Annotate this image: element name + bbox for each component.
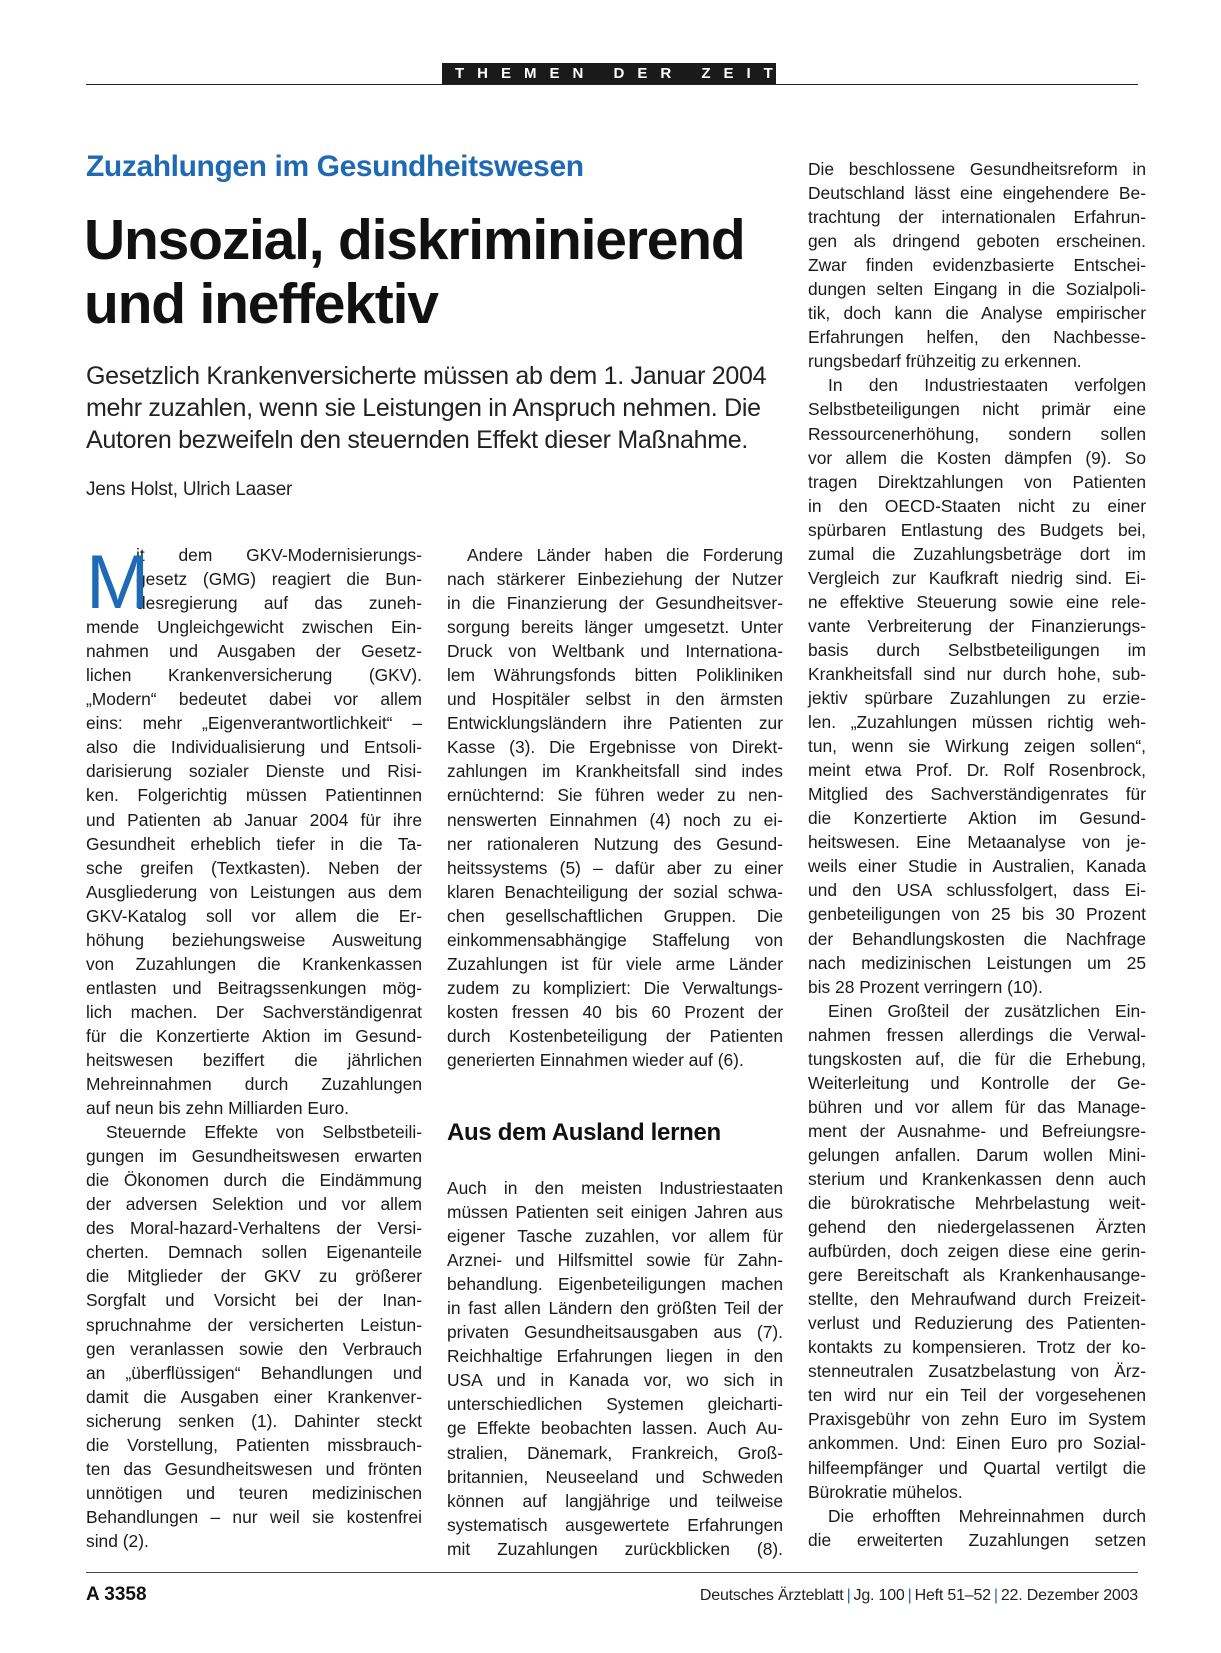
text-line: Die beschlossene Gesundheitsreform in [808,159,1146,179]
text-line: ge Effekte beobachten lassen. Auch Au- [447,1418,783,1439]
text-line: gelungen anfallen. Darum wollen Mini- [808,1144,1146,1165]
body-column-3 [808,157,1146,1552]
text-line: einkommensabhängige Staffelung von [447,929,783,950]
body-column-2-continued [447,1176,783,1561]
text-line: privaten Gesundheitsausgaben aus (7). [447,1322,783,1343]
text-line: also die Individualisierung und Entsoli- [86,737,422,758]
text-line: darisierung sozialer Dienste und Risi- [86,761,422,782]
text-line: Ausgliederung von Leistungen aus dem [86,881,422,902]
text-line: ne effektive Steuerung sowie eine rele- [808,591,1146,612]
text-line: Druck von Weltbank und Internationa- [447,641,783,662]
text-line: lem Währungsfonds bitten Polikliniken [447,665,783,686]
text-line: gungen im Gesundheitswesen erwarten [86,1146,422,1167]
text-line: hilfeempfänger und Quartal vertilgt die [808,1457,1146,1478]
page-number: A 3358 [86,1584,147,1605]
separator: | [993,1587,998,1604]
text-line: In den Industriestaaten verfolgen [828,375,1146,396]
text-line: sicherung senken (1). Dahinter steckt [86,1410,422,1431]
text-line: sche greifen (Textkasten). Neben der [86,857,422,878]
text-line: und den USA schlussfolgert, dass Ei- [808,880,1146,901]
text-line: ner rationaleren Nutzung des Gesund- [447,833,783,854]
text-line: Erfahrungen helfen, den Nachbesse- [808,327,1146,348]
text-line: stenneutralen Zusatzbelastung von Ärz- [808,1361,1146,1382]
text-line: Einen Großteil der zusätzlichen Ein- [828,1000,1146,1021]
text-line: verlust und Reduzierung des Patienten- [808,1313,1146,1334]
text-line: GKV-Katalog soll vor allem die Er- [86,905,422,926]
text-line: die Ökonomen durch die Eindämmung [86,1170,422,1191]
text-line: genbeteiligungen von 25 bis 30 Prozent [808,904,1146,925]
text-line: stralien, Dänemark, Frankreich, Groß- [447,1442,783,1463]
text-line: spruchnahme der versicherten Leistun- [86,1314,422,1335]
text-line: weils einer Studie in Australien, Kanada [808,856,1146,877]
text-line: ten das Gesundheitswesen und frönten [86,1458,422,1479]
text-line: zudem zu kompliziert: Die Verwaltungs- [447,977,783,998]
text-line: Praxisgebühr von zehn Euro im System [808,1409,1146,1430]
text-line: it dem GKV-Modernisierungs- [136,545,422,565]
text-line: an „überflüssigen“ Behandlungen und [86,1362,422,1383]
journal-date: 22. Dezember 2003 [1000,1587,1138,1604]
text-line: USA und in Kanada vor, wo sich in [447,1370,783,1391]
journal-name: Deutsches Ärzteblatt [699,1587,844,1604]
text-line: chen gesellschaftlichen Gruppen. Die [447,905,783,926]
text-line: mende Ungleichgewicht zwischen Ein- [86,617,422,638]
text-line: zahlungen im Krankheitsfall sind indes [447,761,783,782]
text-line: gen als dringend geboten erscheinen. [808,231,1146,252]
text-line: lichen Krankenversicherung (GKV). [86,665,422,686]
lead-line: mehr zuzahlen, wenn sie Leistungen in Anspruch nehmen. Die [86,394,761,422]
text-line: Weiterleitung und Kontrolle der Ge- [808,1072,1146,1093]
text-line: basis durch Selbstbeteiligungen im [808,639,1146,660]
text-line: Deutschland lässt eine eingehendere Be- [808,183,1146,204]
text-line: Andere Länder haben die Forderung [467,545,783,565]
text-line: ken. Folgerichtig müssen Patientinnen [86,785,422,806]
text-line: müssen Patienten seit einigen Jahren aus [447,1202,783,1223]
text-line: heitswesen. Eine Metaanalyse von je- [808,832,1146,853]
text-line: klaren Benachteiligung der sozial schwa- [447,881,783,902]
text-line: Selbstbeteiligungen nicht primär eine [808,399,1146,420]
text-line: Behandlungen – nur weil sie kostenfrei [86,1506,422,1527]
text-line: gehend den niedergelassenen Ärzten [808,1217,1146,1238]
journal-reference [700,1587,1138,1605]
text-line: cherten. Demnach sollen Eigenanteile [86,1242,422,1263]
text-line: des Moral-hazard-Verhaltens der Versi- [86,1218,422,1239]
text-line: die bürokratische Mehrbelastung weit- [808,1193,1146,1214]
text-line: der Behandlungskosten die Nachfrage [808,928,1146,949]
text-line: kontakts zu kompensieren. Trotz der ko- [808,1337,1146,1358]
journal-volume: Jg. 100 [853,1587,905,1604]
text-line: eigener Tasche zuzahlen, vor allem für [447,1226,783,1247]
text-line: ernüchternd: Sie führen weder zu nen- [447,785,783,806]
text-line: ankommen. Und: Einen Euro pro Sozial- [808,1433,1146,1454]
journal-issue: Heft 51–52 [914,1587,991,1604]
text-line: spürbaren Entlastung des Budgets bei, [808,519,1146,540]
text-line: vante Verbreiterung der Finanzierungs- [808,615,1146,636]
text-line: Reichhaltige Erfahrungen liegen in den [447,1346,783,1367]
text-line: aufbürden, doch zeigen diese eine gerin- [808,1241,1146,1262]
text-line: gesetz (GMG) reagiert die Bun- [136,569,422,590]
text-line: entlasten und Beitragssenkungen mög- [86,977,422,998]
text-line: mit Zuzahlungen zurückblicken (8). [447,1538,783,1559]
text-line: Sorgfalt und Vorsicht bei der Inan- [86,1290,422,1311]
text-line: und Hospitäler selbst in den ärmsten [447,689,783,710]
text-line: höhung beziehungsweise Ausweitung [86,929,422,950]
lead-line: Gesetzlich Krankenversicherte müssen ab dem 1. Januar 2004 [86,362,767,390]
text-line: Vergleich zur Kaufkraft niedrig sind. Ei- [808,567,1146,588]
text-line: nahmen fressen allerdings die Verwal- [808,1024,1146,1045]
text-line: Zuzahlungen ist für viele arme Länder [447,953,783,974]
text-line: heitssystems (5) – dafür aber zu einer [447,857,783,878]
text-line: nach medizinischen Leistungen um 25 [808,952,1146,973]
text-line: damit die Ausgaben einer Krankenver- [86,1386,422,1407]
text-line: behandlung. Eigenbeteiligungen machen [447,1274,783,1295]
text-line: nenswerten Einnahmen (4) noch zu ei- [447,809,783,830]
separator: | [907,1587,912,1604]
article-lead [86,360,786,456]
text-line: zumal die Zuzahlungsbeträge dort im [808,543,1146,564]
headline-line: und ineffektiv [84,272,438,336]
text-line: len. „Zuzahlungen müssen richtig weh- [808,712,1146,733]
text-line: gere Bereitschaft als Krankenhausange- [808,1265,1146,1286]
text-line: die erweiterten Zuzahlungen setzen [808,1529,1146,1550]
text-line: Auch in den meisten Industriestaaten [447,1178,783,1198]
body-column-1 [86,540,422,1553]
text-line: ment der Ausnahme- und Befreiungsre- [808,1120,1146,1141]
text-line: die Konzertierte Aktion im Gesund- [808,808,1146,829]
text-line: sind (2). [86,1530,149,1551]
body-column-2 [447,543,783,1072]
text-line: auf neun bis zehn Milliarden Euro. [86,1098,349,1119]
text-line: britannien, Neuseeland und Schweden [447,1466,783,1487]
article-headline [84,208,774,336]
text-line: heitswesen beziffert die jährlichen [86,1049,422,1070]
text-line: Zwar finden evidenzbasierte Entschei- [808,255,1146,276]
text-line: Kasse (3). Die Ergebnisse von Direkt- [447,737,783,758]
text-line: nahmen und Ausgaben der Gesetz- [86,641,422,662]
text-line: systematisch ausgewertete Erfahrungen [447,1514,783,1535]
text-line: gen veranlassen sowie den Verbrauch [86,1338,422,1359]
text-line: Steuernde Effekte von Selbstbeteili- [106,1122,422,1143]
lead-line: Autoren bezweifeln den steuernden Effekt dieser Maßnahme. [86,426,749,454]
separator: | [846,1587,851,1604]
text-line: in fast allen Ländern den größten Teil der [447,1298,783,1319]
text-line: unterschiedlichen Systemen gleicharti- [447,1394,783,1415]
text-line: kosten fressen 40 bis 60 Prozent der [447,1001,783,1022]
text-line: tun, wenn sie Wirkung zeigen sollen“, [808,736,1146,757]
text-line: Mehreinnahmen durch Zuzahlungen [86,1074,422,1095]
header-rule [86,84,1138,85]
text-line: die Vorstellung, Patienten missbrauch- [86,1434,422,1455]
headline-line: Unsozial, diskriminierend [84,208,745,272]
text-line: bühren und vor allem für das Manage- [808,1096,1146,1117]
text-line: meint etwa Prof. Dr. Rolf Rosenbrock, [808,760,1146,781]
text-line: von Zuzahlungen die Krankenkassen [86,953,422,974]
text-line: bis 28 Prozent verringern (10). [808,976,1043,997]
text-line: Entwicklungsländern ihre Patienten zur [447,713,783,734]
text-line: lich machen. Der Sachverständigenrat [86,1001,422,1022]
text-line: tik, doch kann die Analyse empirischer [808,303,1146,324]
text-line: generierten Einnahmen wieder auf (6). [447,1049,744,1070]
footer-rule [86,1572,1138,1573]
text-line: dungen selten Eingang in die Sozialpoli- [808,279,1146,300]
text-line: ten wird nur ein Teil der vorgesehenen [808,1385,1146,1406]
text-line: die Mitglieder der GKV zu größerer [86,1266,422,1287]
text-line: können auf langjährige und teilweise [447,1490,783,1511]
text-line: in die Finanzierung der Gesundheitsver- [447,593,783,614]
text-line: trachtung der internationalen Erfahrun- [808,207,1146,228]
text-line: sterium und Krankenkassen denn auch [808,1168,1146,1189]
drop-cap: M [86,540,150,625]
text-line: Krankheitsfall sind nur durch hohe, sub- [808,663,1146,684]
text-line: eins: mehr „Eigenverantwortlichkeit“ – [86,713,422,734]
text-line: der adversen Selektion und vor allem [86,1194,422,1215]
text-line: für die Konzertierte Aktion im Gesund- [86,1025,422,1046]
text-line: jektiv spürbare Zuzahlungen zu erzie- [808,688,1146,709]
text-line: Ressourcenerhöhung, sondern sollen [808,423,1146,444]
text-line: vor allem die Kosten dämpfen (9). So [808,447,1146,468]
text-line: rungsbedarf frühzeitig zu erkennen. [808,351,1082,372]
text-line: Gesundheit erheblich tiefer in die Ta- [86,833,422,854]
section-subhead: Aus dem Ausland lernen [447,1119,721,1146]
text-line: Bürokratie mühelos. [808,1481,963,1502]
text-line: „Modern“ bedeutet dabei vor allem [86,689,422,710]
text-line: desregierung auf das zuneh- [136,593,422,614]
article-kicker: Zuzahlungen im Gesundheitswesen [86,150,584,183]
text-line: durch Kostenbeteiligung der Patienten [447,1025,783,1046]
text-line: unnötigen und teuren medizinischen [86,1482,422,1503]
text-line: sorgung bereits länger umgesetzt. Unter [447,617,783,638]
text-line: und Patienten ab Januar 2004 für ihre [86,809,422,830]
article-authors: Jens Holst, Ulrich Laaser [86,479,293,500]
text-line: Mitglied des Sachverständigenrates für [808,784,1146,805]
text-line: nach stärkerer Einbeziehung der Nutzer [447,569,783,590]
text-line: stellte, den Mehraufwand durch Freizeit- [808,1289,1146,1310]
section-banner: THEMEN DER ZEIT [442,63,776,85]
text-line: tungskosten auf, die für die Erhebung, [808,1048,1146,1069]
text-line: in den OECD-Staaten nicht zu einer [808,495,1146,516]
text-line: tragen Direktzahlungen von Patienten [808,471,1146,492]
text-line: Arznei- und Hilfsmittel sowie für Zahn- [447,1250,783,1271]
text-line: Die erhofften Mehreinnahmen durch [828,1505,1146,1526]
